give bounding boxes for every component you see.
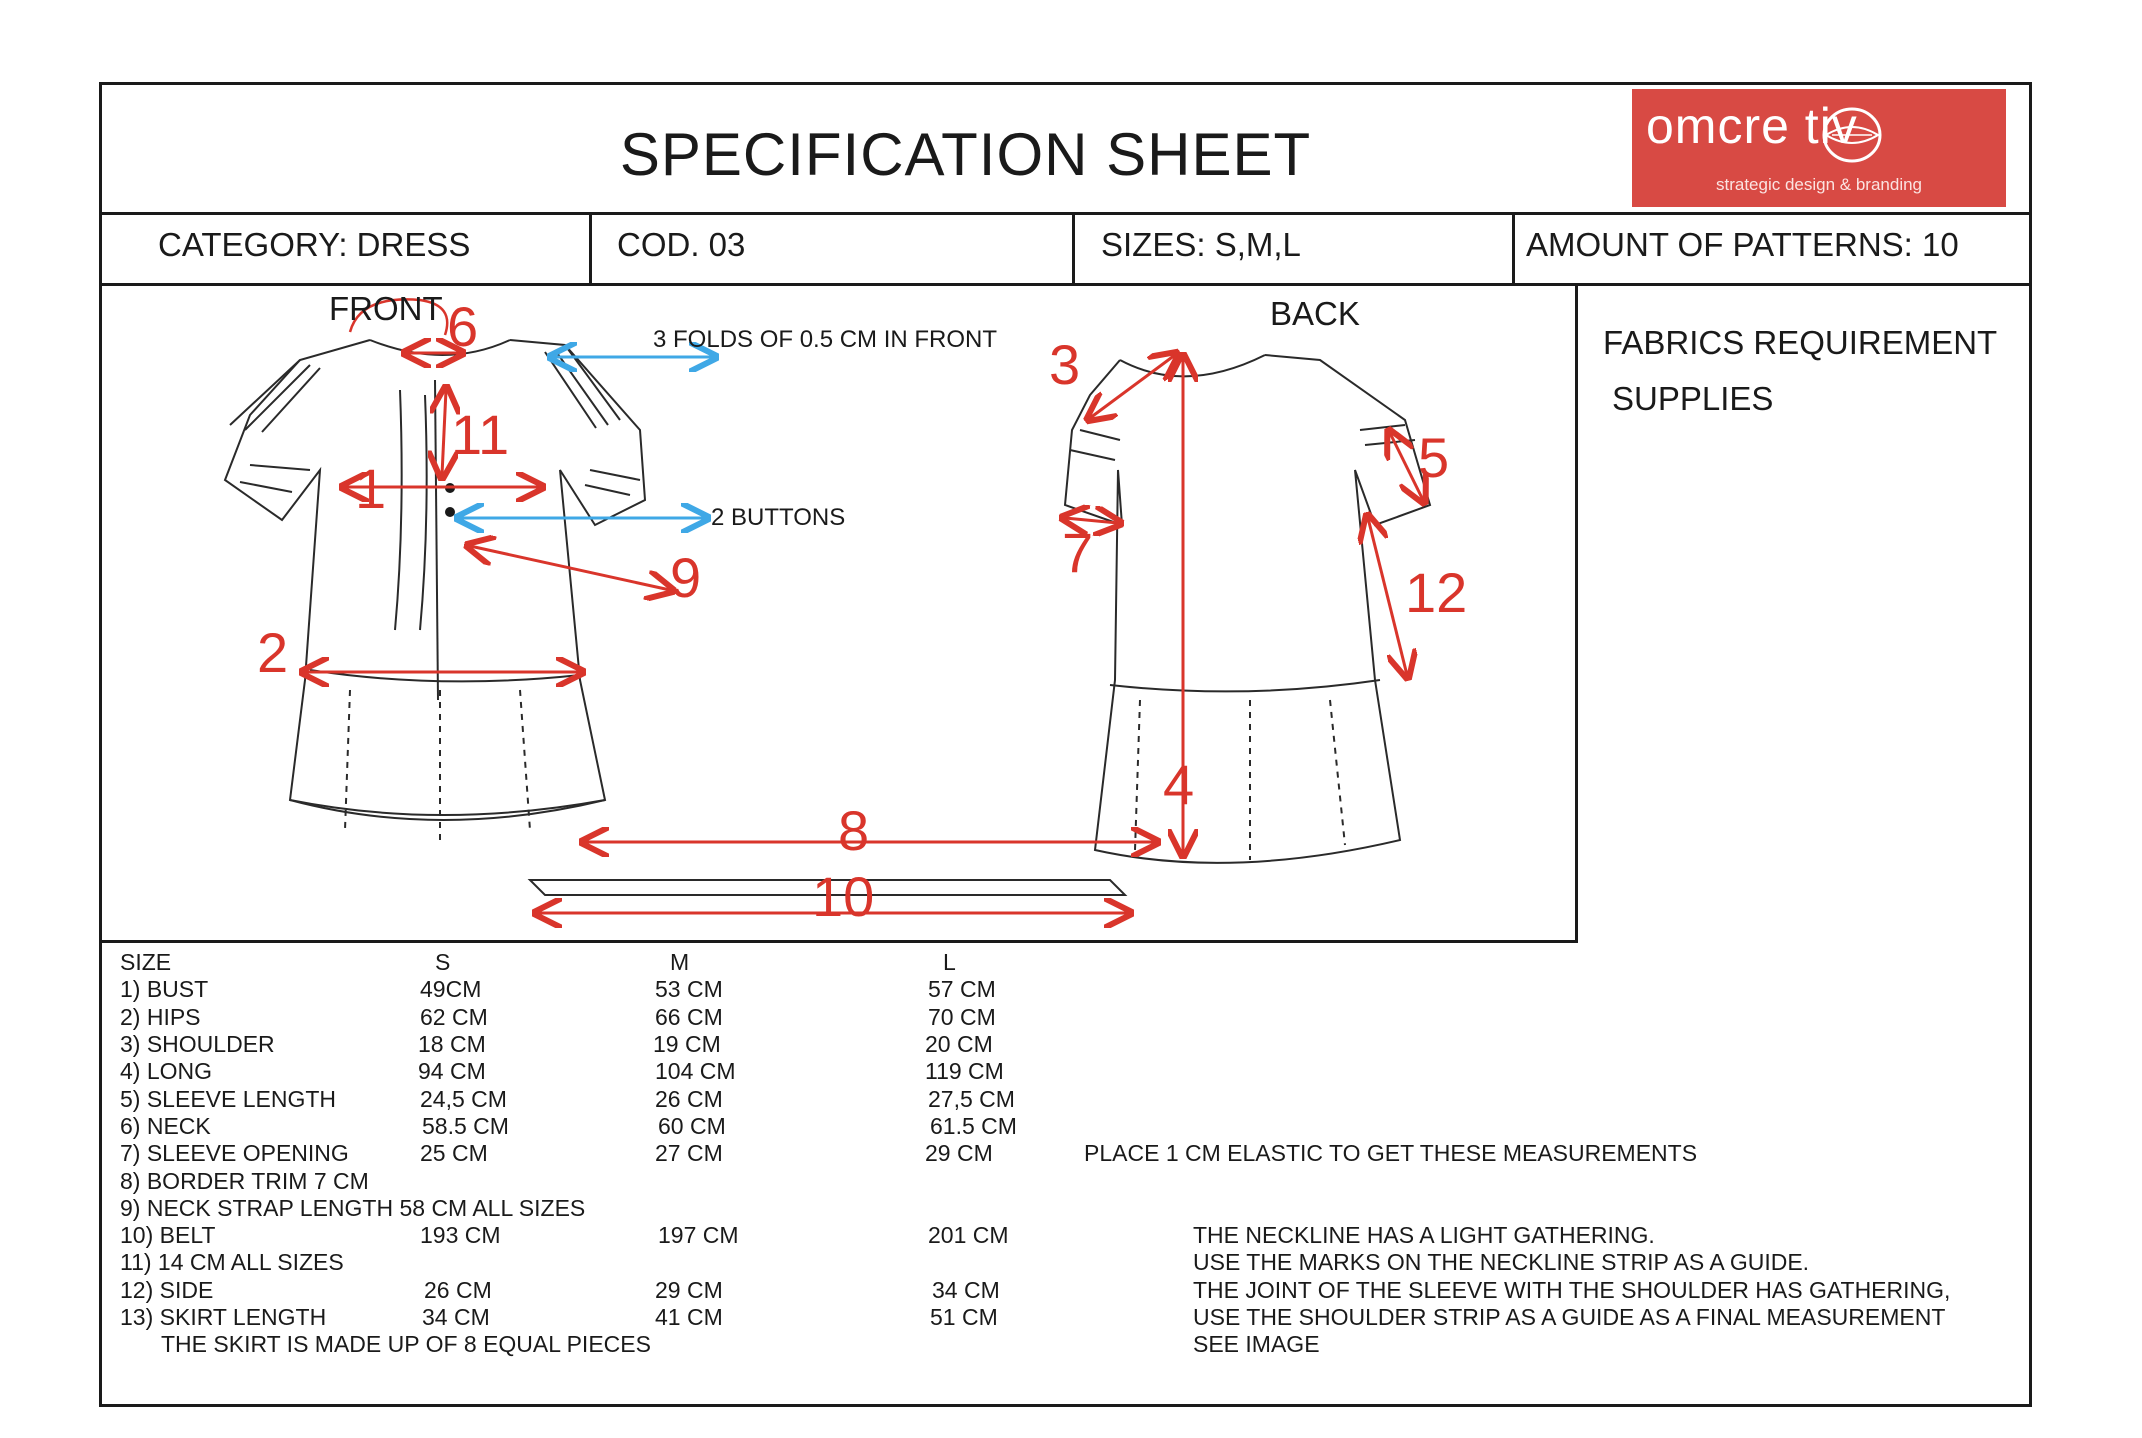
cell-l: 34 CM [932, 1277, 1000, 1303]
cell-m: 29 CM [655, 1277, 723, 1303]
front-dress-drawing [225, 340, 645, 840]
row-label: 10) BELT [120, 1222, 216, 1248]
cell-m: 66 CM [655, 1004, 723, 1030]
cell-s: 34 CM [422, 1304, 490, 1330]
cell-s: 25 CM [420, 1140, 488, 1166]
cell-s: 24,5 CM [420, 1086, 507, 1112]
folds-note: 3 FOLDS OF 0.5 CM IN FRONT [653, 326, 998, 353]
cell-m: 27 CM [655, 1140, 723, 1166]
l-column-header: L [943, 949, 956, 975]
measure-number-12: 12 [1405, 561, 1468, 624]
row-label: 11) 14 CM ALL SIZES [120, 1249, 344, 1275]
back-dress-drawing [1065, 355, 1430, 863]
measure-number-2: 2 [257, 621, 289, 684]
measure-number-4: 4 [1163, 753, 1195, 816]
row-label: 3) SHOULDER [120, 1031, 275, 1057]
cell-m: 53 CM [655, 976, 723, 1002]
row-label: 8) BORDER TRIM 7 CM [120, 1168, 369, 1194]
cell-m: 104 CM [655, 1058, 736, 1084]
row-label: 4) LONG [120, 1058, 213, 1084]
page-title: SPECIFICATION SHEET [619, 121, 1312, 188]
measure-number-9: 9 [670, 546, 702, 609]
measure-number-8: 8 [838, 799, 870, 862]
neckline-note-line-3: THE JOINT OF THE SLEEVE WITH THE SHOULDER HAS GATHERING, [1193, 1277, 1951, 1303]
cell-l: 20 CM [925, 1031, 993, 1057]
measure-arrow-3 [1090, 355, 1175, 418]
neckline-note-line-2: USE THE MARKS ON THE NECKLINE STRIP AS A GUIDE. [1193, 1249, 1810, 1275]
cell-l: 70 CM [928, 1004, 996, 1030]
row-label: 13) SKIRT LENGTH [120, 1304, 327, 1330]
supplies-label: SUPPLIES [1612, 380, 1774, 417]
m-column-header: M [670, 949, 690, 975]
s-column-header: S [435, 949, 451, 975]
cell-l: 57 CM [928, 976, 996, 1002]
measure-arrow-11 [442, 390, 446, 475]
cell-s: 49CM [420, 976, 482, 1002]
row-label: 1) BUST [120, 976, 209, 1002]
elastic-note: PLACE 1 CM ELASTIC TO GET THESE MEASUREMENTS [1084, 1140, 1698, 1166]
button-dot-2 [445, 507, 455, 517]
cell-m: 19 CM [653, 1031, 721, 1057]
row-label: 12) SIDE [120, 1277, 214, 1303]
cell-l: 61.5 CM [930, 1113, 1017, 1139]
code-cell: COD. 03 [617, 226, 746, 263]
row-label: 6) NECK [120, 1113, 211, 1139]
neckline-note-line-1: THE NECKLINE HAS A LIGHT GATHERING. [1193, 1222, 1655, 1248]
fabrics-requirement-label: FABRICS REQUIREMENT [1603, 324, 1998, 361]
row-label: 5) SLEEVE LENGTH [120, 1086, 337, 1112]
cell-m: 60 CM [658, 1113, 726, 1139]
cell-s: 26 CM [424, 1277, 492, 1303]
back-view-label: BACK [1270, 295, 1360, 332]
row-label: 2) HIPS [120, 1004, 201, 1030]
buttons-note: 2 BUTTONS [711, 504, 846, 531]
measure-number-5: 5 [1418, 426, 1450, 489]
neckline-note-line-5: SEE IMAGE [1193, 1331, 1320, 1357]
cell-m: 41 CM [655, 1304, 723, 1330]
cell-l: 27,5 CM [928, 1086, 1015, 1112]
logo-wordmark: omcre tiv [1646, 98, 1858, 154]
category-cell: CATEGORY: DRESS [158, 226, 471, 263]
patterns-cell: AMOUNT OF PATTERNS: 10 [1526, 226, 1959, 263]
measure-number-6: 6 [447, 295, 479, 358]
cell-s: 18 CM [418, 1031, 486, 1057]
size-column-header: SIZE [120, 949, 172, 975]
measure-number-3: 3 [1049, 333, 1081, 396]
measure-number-7: 7 [1062, 521, 1094, 584]
measure-number-11: 11 [451, 403, 510, 466]
cell-s: 193 CM [420, 1222, 501, 1248]
row-label: 7) SLEEVE OPENING [120, 1140, 349, 1166]
measure-arrow-12 [1368, 518, 1407, 675]
front-view-label: FRONT [329, 290, 443, 327]
cell-s: 58.5 CM [422, 1113, 509, 1139]
measure-number-1: 1 [355, 457, 387, 520]
logo-tagline: strategic design & branding [1715, 175, 1923, 194]
neckline-note-line-4: USE THE SHOULDER STRIP AS A GUIDE AS A FINAL MEASUREMENT [1193, 1304, 1946, 1330]
skirt-note: THE SKIRT IS MADE UP OF 8 EQUAL PIECES [161, 1331, 651, 1357]
cell-l: 119 CM [925, 1058, 1004, 1084]
measure-number-10: 10 [812, 865, 875, 928]
cell-m: 197 CM [658, 1222, 739, 1248]
cell-s: 62 CM [420, 1004, 488, 1030]
cell-s: 94 CM [418, 1058, 486, 1084]
cell-l: 29 CM [925, 1140, 993, 1166]
cell-l: 201 CM [928, 1222, 1009, 1248]
cell-l: 51 CM [930, 1304, 998, 1330]
row-label: 9) NECK STRAP LENGTH 58 CM ALL SIZES [120, 1195, 586, 1221]
cell-m: 26 CM [655, 1086, 723, 1112]
sizes-cell: SIZES: S,M,L [1101, 226, 1301, 263]
